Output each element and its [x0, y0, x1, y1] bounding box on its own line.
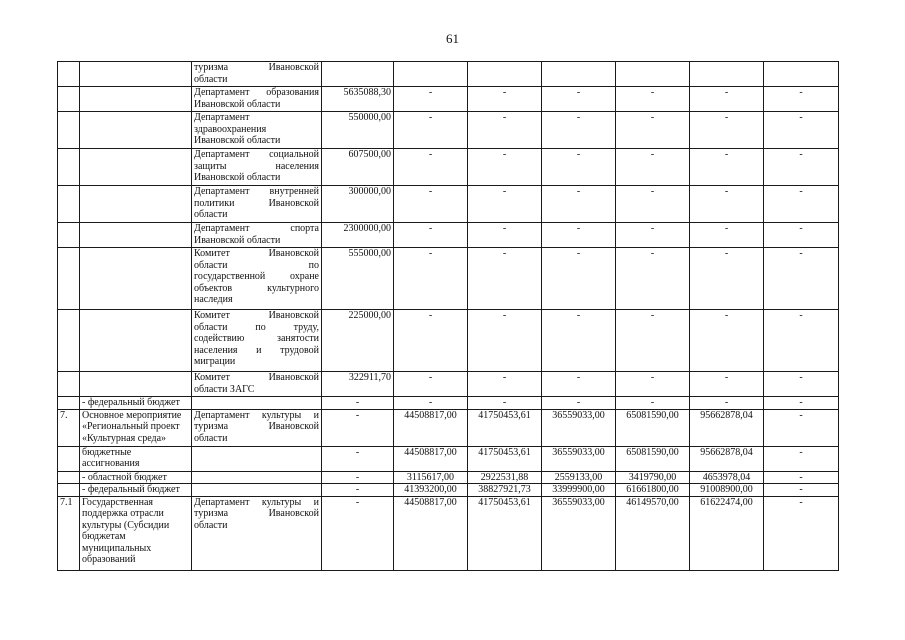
activity-name-cell — [80, 112, 192, 149]
year-amount-cell: - — [616, 87, 690, 112]
activity-name-cell: Основное мероприятие «Региональный проект «Культурная среда» — [80, 409, 192, 446]
year-amount-cell: 3419790,00 — [616, 471, 690, 484]
executor-cell — [192, 372, 322, 397]
row-number-cell — [58, 223, 80, 248]
row-number-cell — [58, 397, 80, 410]
year-amount-cell: - — [764, 409, 839, 446]
year-amount-cell: - — [468, 186, 542, 223]
year-amount-cell: 38827921,73 — [468, 484, 542, 497]
row-number-cell — [58, 471, 80, 484]
year-amount-cell: - — [690, 248, 764, 310]
year-amount-cell: - — [468, 149, 542, 186]
year-amount-cell: - — [468, 223, 542, 248]
year-amount-cell: 61661800,00 — [616, 484, 690, 497]
year-amount-cell: - — [468, 112, 542, 149]
row-number-cell — [58, 248, 80, 310]
year-amount-cell: - — [616, 310, 690, 372]
year-amount-cell: - — [542, 112, 616, 149]
executor-line: Департамент спорта — [194, 223, 319, 234]
year-amount-cell: - — [764, 112, 839, 149]
year-amount-cell: - — [764, 248, 839, 310]
table-row — [58, 223, 839, 248]
year-amount-cell: 41750453,61 — [468, 446, 542, 471]
year-amount-cell — [616, 62, 690, 87]
executor-cell — [192, 471, 322, 484]
year-amount-cell: 61622474,00 — [690, 496, 764, 570]
executor-line: области по — [194, 259, 319, 271]
activity-name-cell: - областной бюджет — [80, 471, 192, 484]
executor-line: наследия — [194, 294, 233, 305]
row-number-cell — [58, 87, 80, 112]
year-amount-cell: - — [394, 248, 468, 310]
year-amount-cell: - — [394, 223, 468, 248]
year-amount-cell: - — [764, 186, 839, 223]
year-amount-cell: 46149570,00 — [616, 496, 690, 570]
activity-name-cell — [80, 310, 192, 372]
year-amount-cell: - — [764, 484, 839, 497]
table-row — [58, 496, 839, 570]
year-amount-cell: 36559033,00 — [542, 409, 616, 446]
year-amount-cell: - — [542, 223, 616, 248]
executor-line: государственной охране — [194, 271, 319, 282]
table-row — [58, 409, 839, 446]
year-amount-cell: - — [394, 186, 468, 223]
row-number-cell: 7. — [58, 409, 80, 446]
executor-line: Департамент культуры и — [194, 496, 319, 508]
year-amount-cell — [764, 62, 839, 87]
executor-line: Департамент — [194, 112, 250, 123]
year-amount-cell: - — [764, 87, 839, 112]
executor-line: Комитет Ивановской — [194, 372, 319, 383]
executor-cell — [192, 409, 322, 446]
year-amount-cell: - — [394, 87, 468, 112]
row-number-cell — [58, 149, 80, 186]
year-amount-cell: 44508817,00 — [394, 446, 468, 471]
executor-cell — [192, 87, 322, 112]
executor-line: населения и трудовой — [194, 344, 319, 356]
year-amount-cell: - — [764, 310, 839, 372]
total-amount-cell: - — [322, 446, 394, 471]
year-amount-cell: 44508817,00 — [394, 409, 468, 446]
executor-line: объектов культурного — [194, 282, 319, 294]
row-number-cell — [58, 484, 80, 497]
year-amount-cell: - — [468, 310, 542, 372]
total-amount-cell: 2300000,00 — [322, 223, 394, 248]
year-amount-cell: - — [468, 87, 542, 112]
year-amount-cell: 2922531,88 — [468, 471, 542, 484]
table-row — [58, 484, 839, 497]
year-amount-cell — [468, 62, 542, 87]
year-amount-cell: 41750453,61 — [468, 409, 542, 446]
year-amount-cell: - — [690, 186, 764, 223]
year-amount-cell: 41750453,61 — [468, 496, 542, 570]
year-amount-cell: 33999900,00 — [542, 484, 616, 497]
activity-name-cell: - федеральный бюджет — [80, 484, 192, 497]
total-amount-cell: 5635088,30 — [322, 87, 394, 112]
table-row — [58, 310, 839, 372]
year-amount-cell: - — [764, 446, 839, 471]
year-amount-cell: - — [394, 397, 468, 410]
executor-cell — [192, 397, 322, 410]
total-amount-cell: - — [322, 484, 394, 497]
executor-line: Комитет Ивановской — [194, 310, 319, 321]
activity-name-cell — [80, 62, 192, 87]
year-amount-cell: - — [616, 186, 690, 223]
executor-line: здравоохранения — [194, 123, 267, 135]
executor-cell — [192, 446, 322, 471]
row-number-cell — [58, 62, 80, 87]
year-amount-cell: - — [542, 310, 616, 372]
activity-name-cell — [80, 87, 192, 112]
executor-cell — [192, 112, 322, 149]
total-amount-cell: - — [322, 496, 394, 570]
executor-line: Ивановской области — [194, 98, 281, 110]
executor-line: туризма Ивановской — [194, 421, 319, 432]
executor-line: Департамент социальной — [194, 149, 319, 160]
year-amount-cell: - — [690, 87, 764, 112]
year-amount-cell: - — [394, 149, 468, 186]
budget-table — [57, 61, 839, 571]
year-amount-cell: - — [542, 149, 616, 186]
total-amount-cell: 555000,00 — [322, 248, 394, 310]
executor-line: Комитет Ивановской — [194, 248, 319, 259]
year-amount-cell — [542, 62, 616, 87]
total-amount-cell: - — [322, 471, 394, 484]
row-number-cell — [58, 310, 80, 372]
row-number-cell — [58, 372, 80, 397]
year-amount-cell: - — [764, 223, 839, 248]
executor-line: области по труду, — [194, 321, 319, 333]
year-amount-cell: 36559033,00 — [542, 496, 616, 570]
year-amount-cell: 4653978,04 — [690, 471, 764, 484]
executor-line: области — [194, 73, 228, 85]
executor-line: туризма Ивановской — [194, 508, 319, 519]
executor-line: области — [194, 432, 228, 444]
activity-name-cell — [80, 186, 192, 223]
table-row — [58, 248, 839, 310]
year-amount-cell: - — [690, 310, 764, 372]
row-number-cell — [58, 186, 80, 223]
table-row — [58, 397, 839, 410]
activity-name-cell — [80, 223, 192, 248]
activity-name-cell — [80, 248, 192, 310]
year-amount-cell: - — [542, 248, 616, 310]
year-amount-cell: - — [394, 310, 468, 372]
year-amount-cell: - — [690, 149, 764, 186]
year-amount-cell: 36559033,00 — [542, 446, 616, 471]
activity-name-cell: Государственная поддержка отрасли культуры (Субсидии бюджетам муниципальных образований — [80, 496, 192, 570]
year-amount-cell: 91008900,00 — [690, 484, 764, 497]
year-amount-cell: 2559133,00 — [542, 471, 616, 484]
year-amount-cell: 65081590,00 — [616, 409, 690, 446]
executor-line: Ивановской области — [194, 234, 281, 246]
executor-line: защиты населения — [194, 160, 319, 172]
total-amount-cell: 225000,00 — [322, 310, 394, 372]
year-amount-cell: - — [394, 372, 468, 397]
row-number-cell — [58, 112, 80, 149]
executor-line: содействию занятости — [194, 333, 319, 344]
year-amount-cell: 65081590,00 — [616, 446, 690, 471]
executor-cell — [192, 223, 322, 248]
year-amount-cell: - — [542, 186, 616, 223]
activity-name-cell — [80, 372, 192, 397]
year-amount-cell: - — [764, 372, 839, 397]
executor-line: политики Ивановской — [194, 197, 319, 209]
page-number: 61 — [446, 31, 459, 46]
table-row — [58, 62, 839, 87]
year-amount-cell: 95662878,04 — [690, 409, 764, 446]
total-amount-cell: - — [322, 397, 394, 410]
table-row — [58, 446, 839, 471]
total-amount-cell: 322911,70 — [322, 372, 394, 397]
year-amount-cell: - — [616, 372, 690, 397]
year-amount-cell: - — [468, 248, 542, 310]
executor-cell — [192, 310, 322, 372]
executor-line: Ивановской области — [194, 172, 281, 183]
executor-line: Департамент образования — [194, 87, 319, 98]
row-number-cell — [58, 446, 80, 471]
table-row — [58, 87, 839, 112]
activity-name-cell: - федеральный бюджет — [80, 397, 192, 410]
year-amount-cell: 44508817,00 — [394, 496, 468, 570]
year-amount-cell: 95662878,04 — [690, 446, 764, 471]
table-row — [58, 372, 839, 397]
total-amount-cell: - — [322, 409, 394, 446]
year-amount-cell: - — [690, 223, 764, 248]
executor-line: Ивановской области — [194, 135, 281, 146]
year-amount-cell: - — [616, 149, 690, 186]
year-amount-cell: - — [468, 372, 542, 397]
year-amount-cell — [690, 62, 764, 87]
executor-line: области — [194, 209, 228, 220]
executor-line: области ЗАГС — [194, 383, 255, 395]
year-amount-cell: - — [690, 112, 764, 149]
year-amount-cell: - — [542, 372, 616, 397]
total-amount-cell: 300000,00 — [322, 186, 394, 223]
executor-cell — [192, 62, 322, 87]
activity-name-cell: бюджетные ассигнования — [80, 446, 192, 471]
table-row — [58, 186, 839, 223]
total-amount-cell — [322, 62, 394, 87]
year-amount-cell: - — [616, 223, 690, 248]
executor-cell — [192, 149, 322, 186]
activity-name-cell — [80, 149, 192, 186]
executor-line: области — [194, 519, 228, 531]
total-amount-cell: 607500,00 — [322, 149, 394, 186]
executor-cell — [192, 248, 322, 310]
year-amount-cell: - — [616, 112, 690, 149]
executor-line: Департамент внутренней — [194, 186, 319, 197]
year-amount-cell: - — [764, 496, 839, 570]
total-amount-cell: 550000,00 — [322, 112, 394, 149]
year-amount-cell: - — [616, 248, 690, 310]
table-row — [58, 149, 839, 186]
executor-line: Департамент культуры и — [194, 409, 319, 421]
executor-line: миграции — [194, 356, 236, 367]
table-row — [58, 112, 839, 149]
executor-line: туризма Ивановской — [194, 62, 319, 73]
row-number-cell: 7.1 — [58, 496, 80, 570]
year-amount-cell: - — [764, 149, 839, 186]
year-amount-cell: - — [764, 397, 839, 410]
executor-cell — [192, 484, 322, 497]
year-amount-cell: - — [616, 397, 690, 410]
year-amount-cell: 41393200,00 — [394, 484, 468, 497]
year-amount-cell: - — [468, 397, 542, 410]
year-amount-cell: - — [690, 372, 764, 397]
year-amount-cell: - — [542, 87, 616, 112]
year-amount-cell: - — [542, 397, 616, 410]
year-amount-cell: 3115617,00 — [394, 471, 468, 484]
executor-cell — [192, 496, 322, 570]
executor-cell — [192, 186, 322, 223]
year-amount-cell: - — [690, 397, 764, 410]
year-amount-cell: - — [394, 112, 468, 149]
table-row — [58, 471, 839, 484]
year-amount-cell — [394, 62, 468, 87]
year-amount-cell: - — [764, 471, 839, 484]
